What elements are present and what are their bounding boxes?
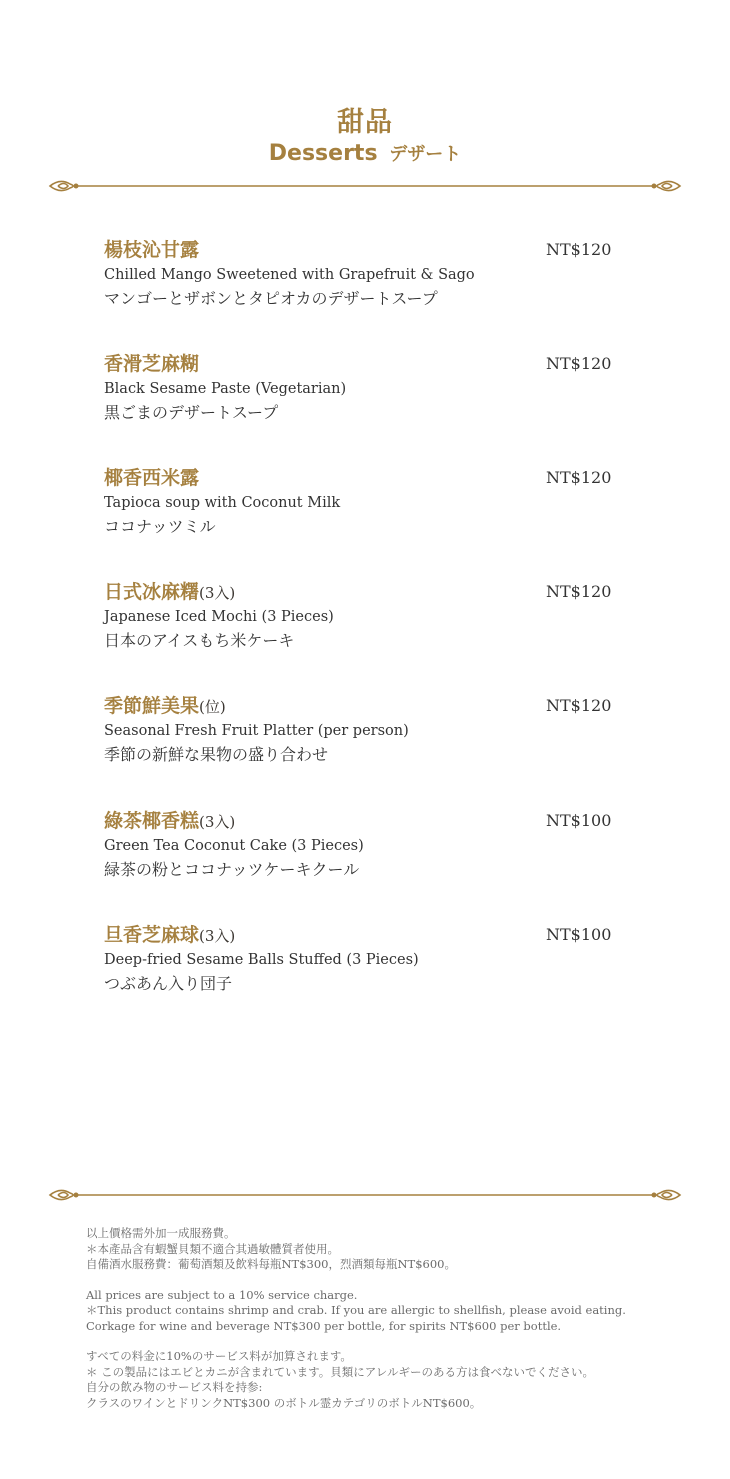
item-name-suffix: (3入) [199,927,236,945]
item-name-en: Black Sesame Paste (Vegetarian) [104,381,347,397]
item-price: NT$120 [546,240,612,259]
item-price: NT$120 [546,468,612,487]
ornament-divider-icon [46,176,684,196]
item-name-en: Green Tea Coconut Cake (3 Pieces) [104,838,364,854]
footnote-line: クラスのワインとドリンクNT$300 のボトル霊カテゴリのボトルNT$600。 [86,1395,482,1410]
item-name-jp: ココナッツミル [104,517,216,536]
footnote-line: ＊ この製品にはエビとカニが含まれています。貝類にアレルギーのある方は食べないでください。 [86,1364,594,1379]
footnote-line: ＊本產品含有蝦蟹貝類不適合其過敏體質者使用。 [86,1241,339,1256]
footnote-line: All prices are subject to a 10% service charge. [86,1287,358,1302]
item-name-zh: 香滑芝麻糊 [104,353,200,375]
item-name-jp: 黒ごまのデザートスープ [104,403,279,422]
menu-item [104,237,624,312]
item-price: NT$120 [546,582,612,601]
item-price: NT$120 [546,354,612,373]
item-name-zh: 旦香芝麻球 [104,924,200,946]
page-title-en [0,140,730,166]
item-name-jp: 緑茶の粉とココナッツケーキクール [104,860,360,879]
footnotes [86,1226,686,1426]
item-name-suffix: (3入) [199,813,236,831]
footnote-line: 自分の飲み物のサービス料を持参: [86,1380,263,1394]
footnote-line: すべての料金に10%のサービス料が加算されます。 [86,1349,352,1363]
item-name-jp: つぶあん入り団子 [104,974,233,993]
item-name-en: Seasonal Fresh Fruit Platter (per person) [104,723,409,739]
item-name-suffix: (3入) [199,584,236,602]
item-name-jp: マンゴーとザボンとタピオカのデザートスープ [104,289,438,308]
footnote-line: Corkage for wine and beverage NT$300 per bottle, for spirits NT$600 per bottle. [86,1318,562,1333]
menu-item [104,808,624,883]
menu-item [104,693,624,768]
menu-item [104,351,624,426]
footnotes-zh [86,1226,686,1273]
footnote-line: 以上價格需外加一成服務費。 [86,1226,236,1240]
footnotes-en [86,1288,686,1335]
item-name-jp: 季節の新鮮な果物の盛り合わせ [104,745,329,764]
page-title-jp-text: デザート [389,144,462,165]
item-name-jp: 日本のアイスもち米ケーキ [104,631,295,650]
item-name-en: Japanese Iced Mochi (3 Pieces) [104,609,334,625]
ornament-divider-top [46,176,684,196]
item-price: NT$120 [546,696,612,715]
ornament-divider-icon [46,1185,684,1205]
item-name-en: Deep-fried Sesame Balls Stuffed (3 Pieces) [104,952,419,968]
item-name-en: Chilled Mango Sweetened with Grapefruit & Sago [104,267,475,283]
footnotes-jp [86,1349,686,1411]
menu-item [104,922,624,997]
page-title-zh: 甜品 [337,107,393,138]
item-price: NT$100 [546,811,612,830]
footnote-line: ＊This product contains shrimp and crab. If you are allergic to shellfish, please avoid eating. [86,1303,626,1317]
item-name-zh: 綠茶椰香糕 [104,810,200,832]
ornament-divider-bottom [46,1185,684,1205]
menu-item [104,465,624,540]
footnote-line: 自備酒水服務費：葡萄酒類及飲料每瓶NT$300，烈酒類每瓶NT$600。 [86,1257,456,1271]
menu-item [104,579,624,654]
item-price: NT$100 [546,925,612,944]
page-title-en-text: Desserts [268,141,378,166]
item-name-zh: 季節鮮美果 [104,695,200,717]
item-name-zh: 日式冰麻糬 [104,581,200,603]
item-name-zh: 楊枝沁甘露 [104,239,200,261]
item-name-en: Tapioca soup with Coconut Milk [104,495,341,511]
item-name-suffix: (位) [199,698,226,716]
item-name-zh: 椰香西米露 [104,467,200,489]
